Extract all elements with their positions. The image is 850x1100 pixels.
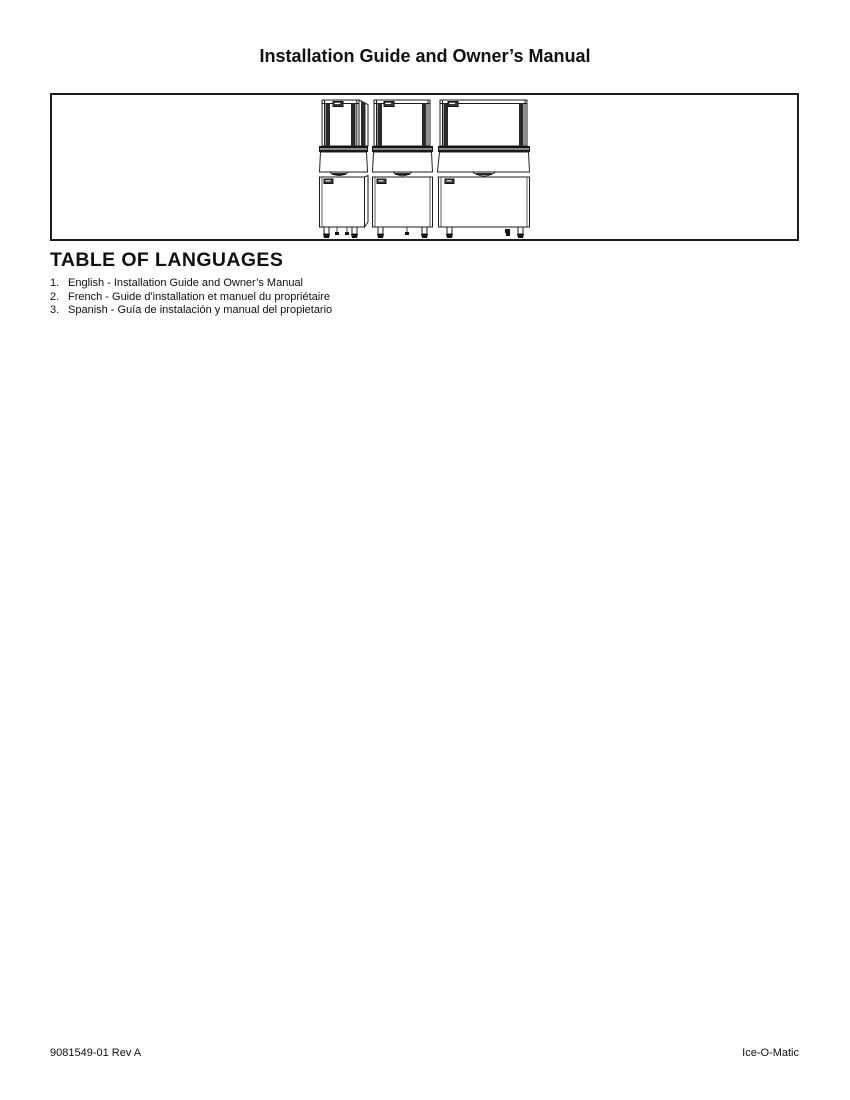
language-list-item [50,277,332,291]
language-list-item [50,304,332,318]
list-item-text: English - Installation Guide and Owner’s Manual [68,277,304,289]
list-item-text: French - Guide d'installation et manuel du propriétaire [68,290,330,303]
ice-machine-figure [50,93,799,241]
list-item-number: 3. [50,304,60,317]
ice-maker-head-and-bin-medium-icon [372,100,433,238]
document-title: Installation Guide and Owner’s Manual [259,46,591,66]
ice-maker-head-and-bin-large-icon [438,100,531,238]
language-list [50,277,332,318]
list-item-number: 2. [50,290,60,303]
document-number: 9081549-01 Rev A [50,1047,142,1059]
list-item-text: Spanish - Guía de instalación y manual del propietario [68,304,333,317]
list-item-number: 1. [50,277,60,289]
language-list-item [50,291,332,305]
ice-machine-illustrations [52,95,797,239]
ice-maker-head-and-bin-small-icon [319,100,368,238]
table-of-languages-heading: TABLE OF LANGUAGES [50,249,284,271]
brand-name: Ice-O-Matic [742,1047,799,1059]
